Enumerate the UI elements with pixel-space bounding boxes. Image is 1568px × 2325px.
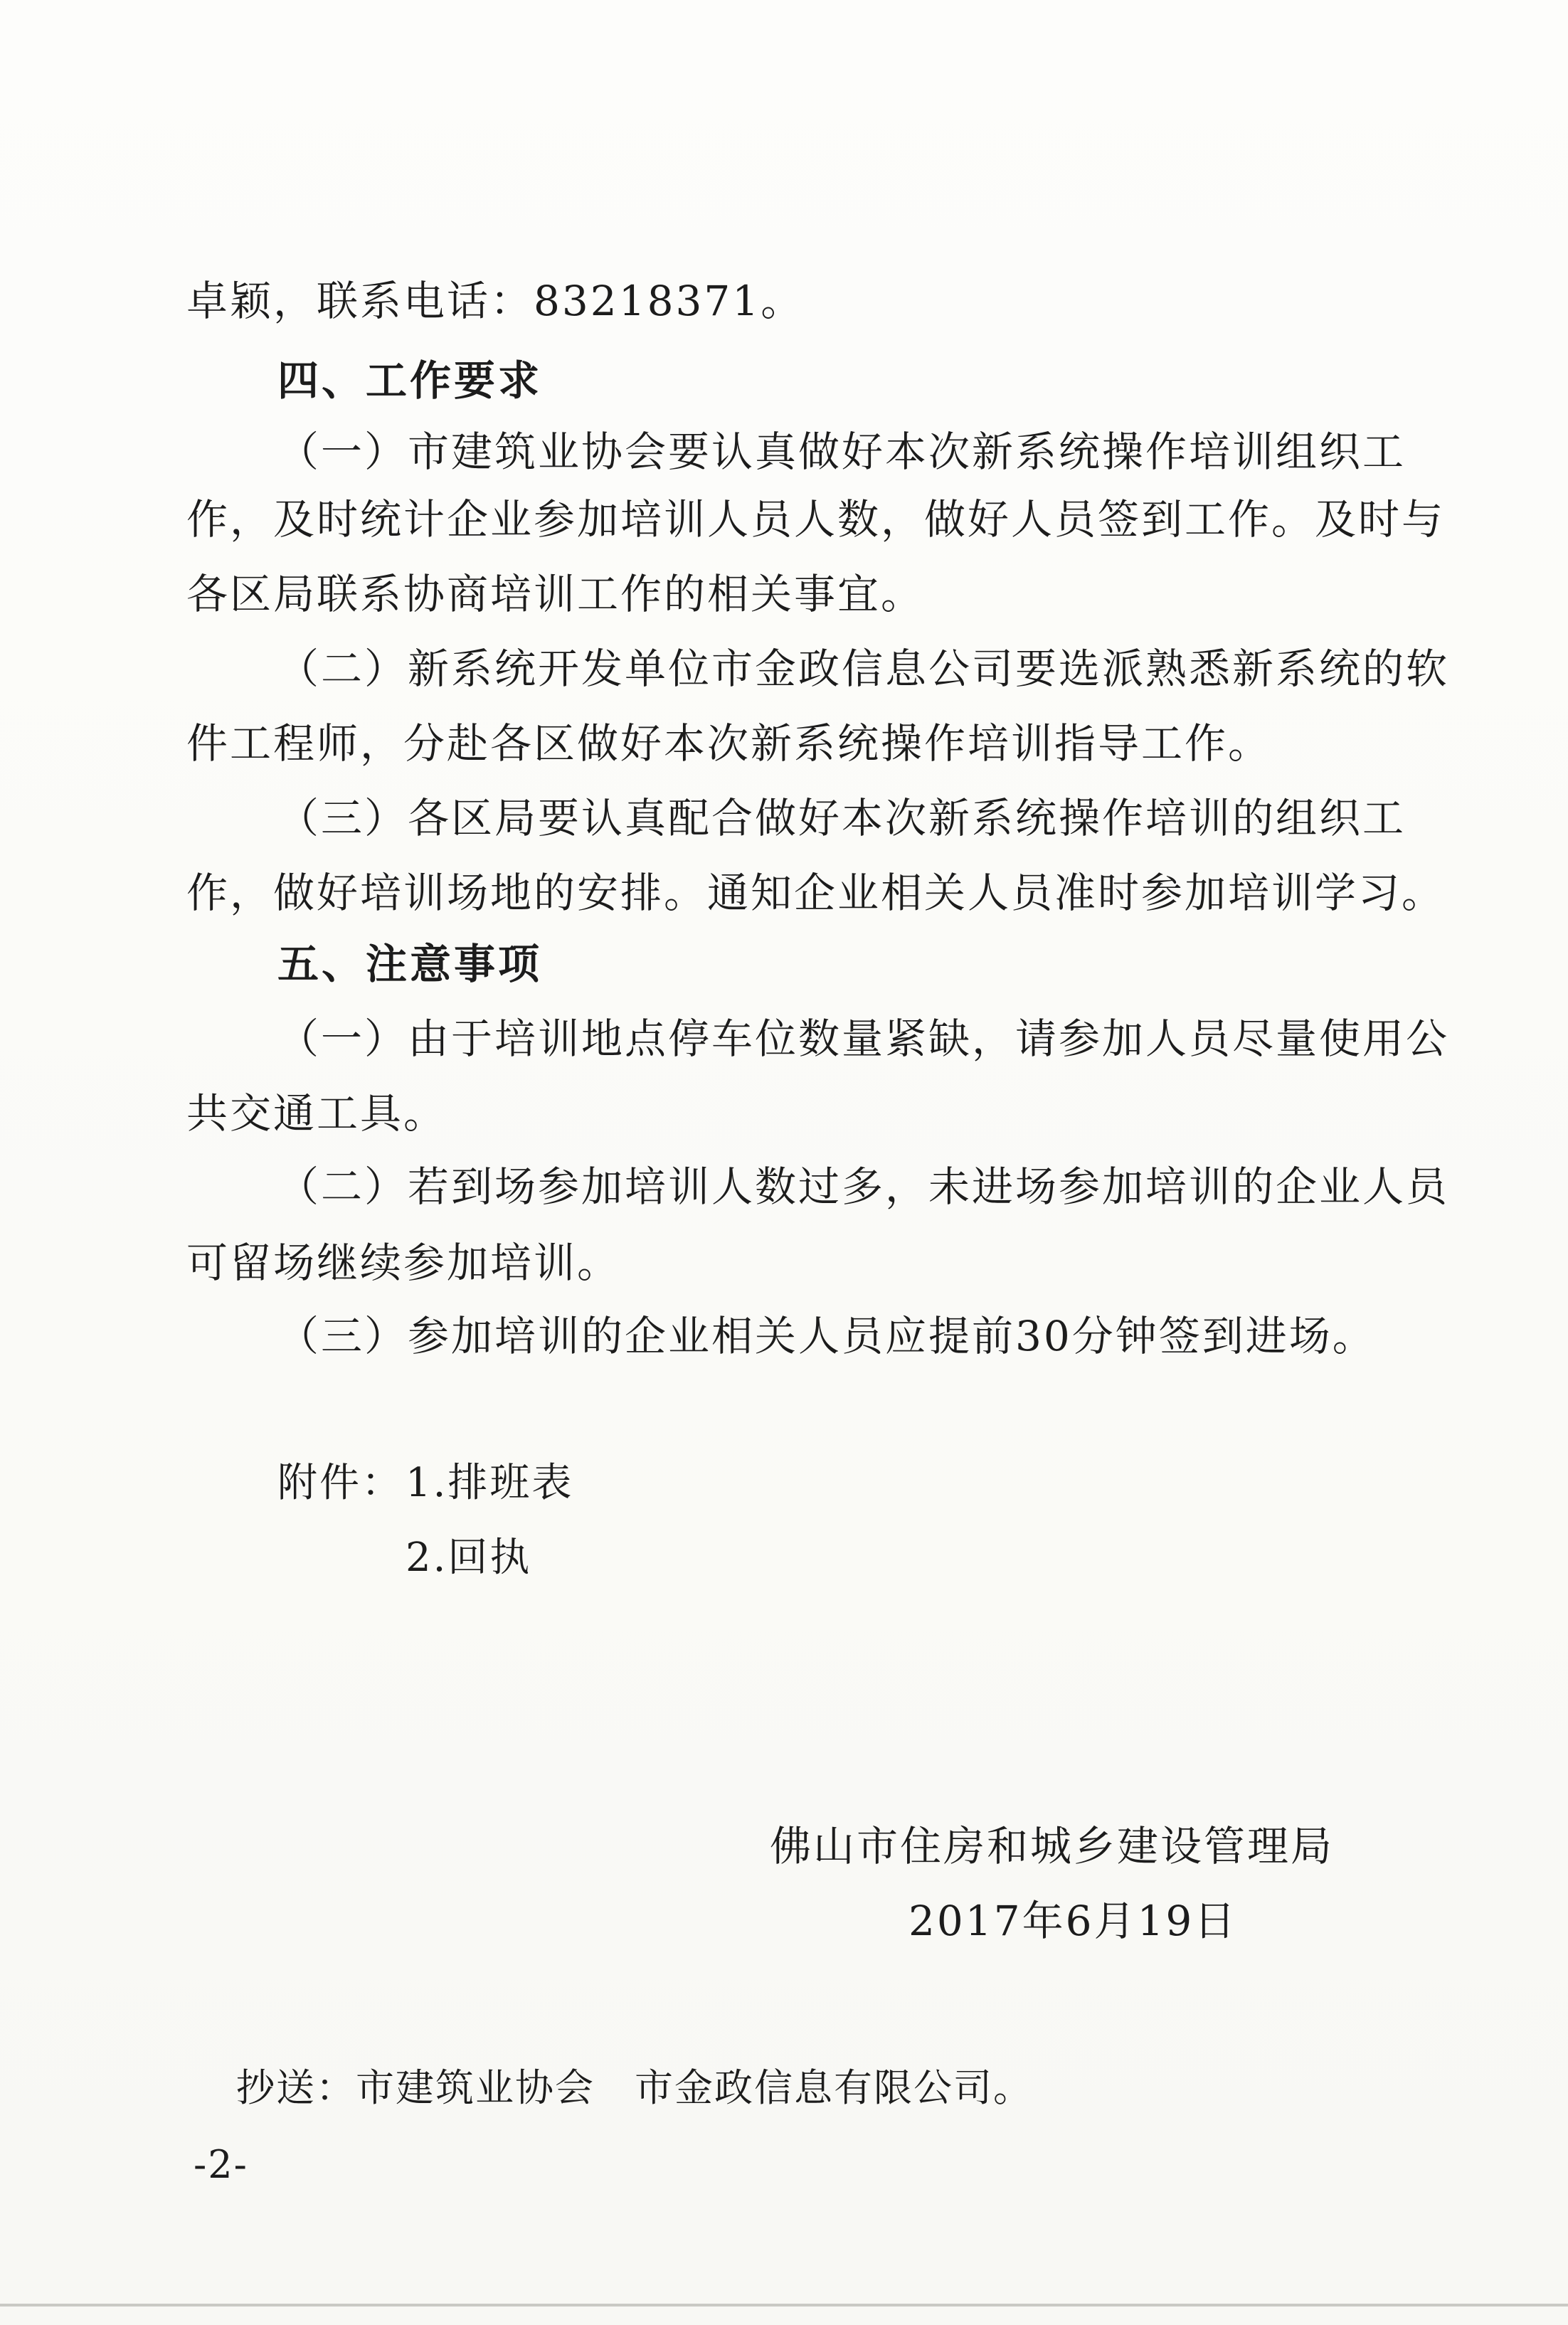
section5-item1-line1: （一）由于培训地点停车位数量紧缺，请参加人员尽量使用公 — [277, 1015, 1450, 1063]
section5-item3-line1: （三）参加培训的企业相关人员应提前30分钟签到进场。 — [277, 1312, 1376, 1360]
section4-item3-line2: 作，做好培训场地的安排。通知企业相关人员准时参加培训学习。 — [186, 869, 1446, 917]
attachments-label: 附件： — [277, 1460, 403, 1506]
section4-item3-line1: （三）各区局要认真配合做好本次新系统操作培训的组织工 — [277, 794, 1407, 842]
attachment-item-2: 2.回执 — [406, 1535, 532, 1581]
section4-item1-line1: （一）市建筑业协会要认真做好本次新系统操作培训组织工 — [277, 428, 1407, 476]
continuation-line: 卓颖，联系电话：83218371。 — [186, 277, 805, 325]
section4-item1-line3: 各区局联系协商培训工作的相关事宜。 — [186, 570, 925, 618]
signature-organization: 佛山市住房和城乡建设管理局 — [770, 1822, 1335, 1870]
section4-heading: 四、工作要求 — [277, 356, 543, 405]
section5-item2-line1: （二）若到场参加培训人数过多，未进场参加培训的企业人员 — [277, 1162, 1450, 1211]
cc-line: 抄送：市建筑业协会 市金政信息有限公司。 — [236, 2065, 1033, 2110]
attachment-item-1: 1.排班表 — [406, 1460, 574, 1506]
section4-item2-line1: （二）新系统开发单位市金政信息公司要选派熟悉新系统的软 — [277, 645, 1450, 693]
signature-date: 2017年6月19日 — [909, 1897, 1238, 1945]
section5-heading: 五、注意事项 — [277, 940, 543, 988]
bottom-divider — [0, 2304, 1568, 2307]
section5-item2-line2: 可留场继续参加培训。 — [186, 1239, 621, 1287]
section4-item1-line2: 作，及时统计企业参加培训人员人数，做好人员签到工作。及时与 — [186, 495, 1446, 544]
section5-item1-line2: 共交通工具。 — [186, 1089, 447, 1138]
section4-item2-line2: 件工程师，分赴各区做好本次新系统操作培训指导工作。 — [186, 719, 1272, 768]
page-number: -2- — [194, 2142, 248, 2187]
